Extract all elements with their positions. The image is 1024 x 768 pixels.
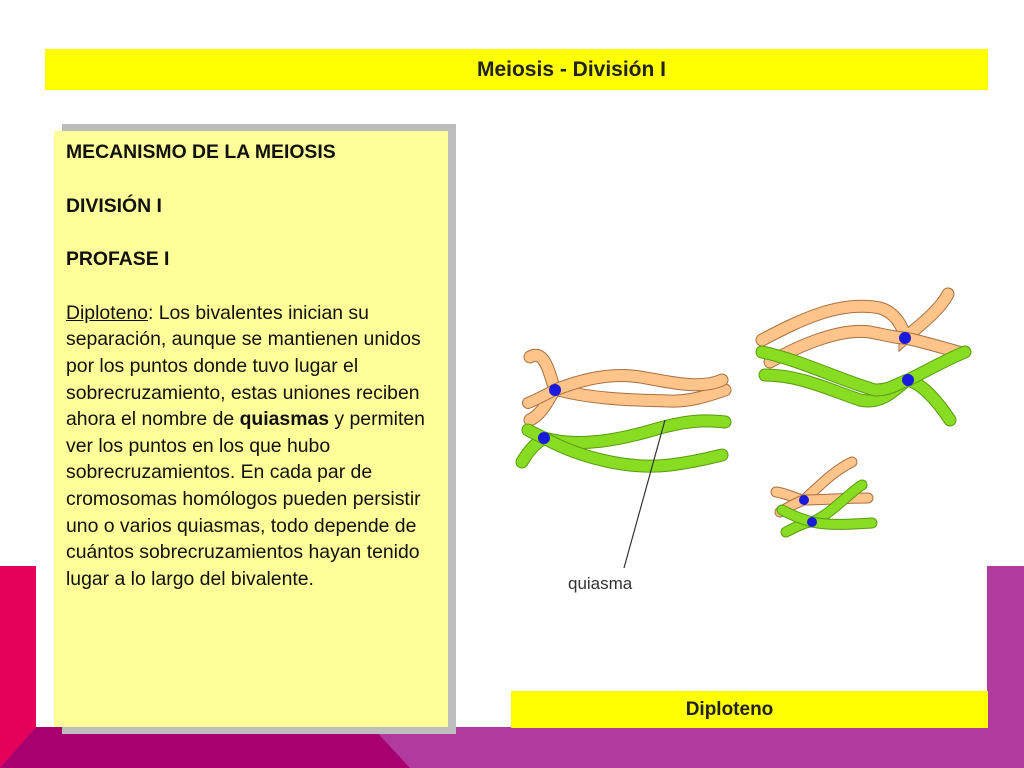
keyword-quiasmas: quiasmas (239, 408, 330, 431)
heading-mecanismo: MECANISMO DE LA MEIOSIS (66, 141, 336, 163)
diplotene-diagram (500, 280, 980, 610)
heading-profase: PROFASE I (66, 248, 170, 271)
paragraph-text-2: y permiten ver los puntos en los que hubo sobrecruzamientos. En cada par de cromosomas homólogos pueden persistir uno o varios quiasmas, todo depende de cuántos sobrecruzamientos hayan tenido lugar a lo largo del bivalente. (66, 408, 425, 590)
left-bivalent-green (522, 421, 725, 466)
text-box (54, 131, 448, 727)
term-diploteno: Diploteno (66, 301, 148, 324)
right-bivalent-orange (762, 294, 962, 362)
caption-bar (511, 691, 988, 728)
diploteno-paragraph (66, 300, 438, 593)
heading-division: DIVISIÓN I (66, 194, 162, 217)
paragraph-text-1: Los bivalentes inician su separación, aunque se mantienen unidos por los puntos donde tuvo lugar el sobrecruzamiento, estas uniones reciben ahora el nombre de (66, 301, 421, 431)
quiasma-label: quiasma (568, 574, 633, 593)
slide-title: Meiosis - División I (476, 57, 667, 81)
right-bivalent-green (762, 352, 965, 420)
title-bar (45, 49, 988, 90)
small-bivalent (776, 462, 872, 532)
term-colon: : (147, 301, 154, 324)
diagram-caption: Diploteno (685, 698, 774, 720)
